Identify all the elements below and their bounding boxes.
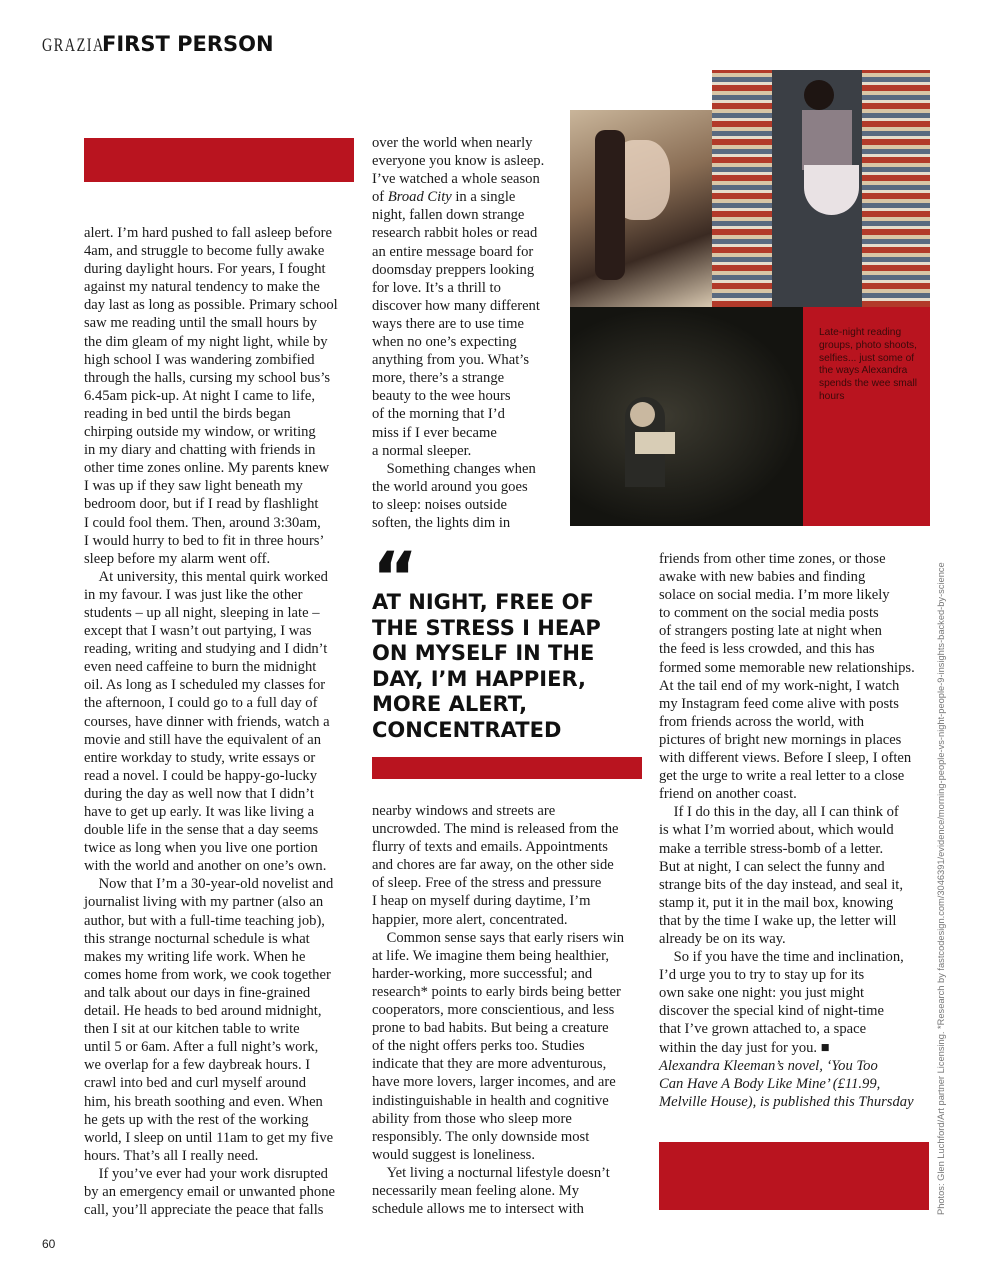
text-line: call, you’ll appreciate the peace that falls	[84, 1202, 324, 1219]
text-line: If you’ve ever had your work disrupted	[84, 1165, 328, 1182]
text-line: friends from other time zones, or those	[659, 551, 886, 567]
text-line: make a terrible stress-bomb of a letter.	[659, 840, 884, 857]
photo-caption: Late-night reading groups, photo shoots, selfies... just some of the ways Alexandra spends the wee small hours	[819, 327, 917, 402]
text-line: movie and still have the equivalent of an	[84, 731, 322, 748]
text-line: then I sit at our kitchen table to write	[84, 1021, 300, 1038]
text-line: double life in the sense that a day seems	[84, 822, 319, 839]
text-line: Yet living a nocturnal lifestyle doesn’t	[372, 1164, 610, 1181]
header	[42, 32, 274, 57]
text-line: 4am, and struggle to become fully awake	[84, 243, 325, 260]
text-line: a normal sleeper.	[372, 442, 472, 459]
text-line: discover the special kind of night-time	[659, 1003, 884, 1020]
text-line: formed some memorable new relationships.	[659, 659, 915, 676]
text-line: beauty to the wee hours	[372, 388, 511, 405]
text-line: he gets up with the rest of the working	[84, 1111, 309, 1128]
text-line: reading, writing and studying and I didn’t	[84, 641, 328, 658]
text-line: everyone you know is asleep.	[372, 153, 545, 170]
text-line: harder-working, more successful; and	[372, 965, 593, 982]
text-line: indistinguishable in health and cognitive	[372, 1092, 609, 1109]
text-line: with the world and another on one’s own.	[84, 858, 327, 875]
text-line: other time zones online. My parents knew	[84, 460, 330, 477]
photo-reading-group	[570, 307, 803, 526]
text-line: this strange nocturnal schedule is what	[84, 930, 310, 947]
text-line: the world around you goes	[372, 478, 528, 495]
text-line: Now that I’m a 30-year-old novelist and	[84, 876, 334, 893]
text-line: Alexandra Kleeman’s novel, ‘You Too	[659, 1058, 878, 1074]
text-line: anything from you. What’s	[372, 352, 529, 369]
column-1	[84, 224, 338, 1219]
text-line: entire workday to study, write essays or	[84, 749, 316, 766]
text-line: alert. I’m hard pushed to fall asleep before	[84, 225, 332, 241]
text-line: friend on another coast.	[659, 786, 797, 803]
text-line: against my natural tendency to make the	[84, 279, 320, 296]
column-2-top	[372, 134, 544, 532]
text-line: when no one’s expecting	[372, 334, 517, 351]
quote-mark-icon: “	[372, 548, 419, 590]
text-line: with different views. Before I sleep, I often	[659, 750, 912, 767]
brand-logo: GRAZIA	[42, 35, 105, 56]
text-line: to sleep: noises outside	[372, 496, 507, 513]
text-line: I’d urge you to try to stay up for its	[659, 967, 865, 984]
text-line: ways there are to use time	[372, 315, 524, 332]
text-line: I’ve watched a whole season	[372, 171, 540, 188]
text-line: At university, this mental quirk worked	[84, 568, 328, 585]
column-3	[659, 550, 915, 1057]
text-line: nearby windows and streets are	[372, 803, 556, 819]
text-line: indicate that they are more adventurous,	[372, 1056, 607, 1073]
text-line: already be on its way.	[659, 930, 786, 947]
text-line: through the halls, cursing my school bus’s	[84, 369, 331, 386]
text-line: oil. As long as I scheduled my classes for	[84, 677, 326, 694]
text-line: hours. That’s all I really need.	[84, 1147, 259, 1164]
text-line: over the world when nearly	[372, 135, 533, 151]
text-line: until 5 or 6am. After a full night’s work,	[84, 1039, 319, 1056]
text-line: reading in bed until the birds began	[84, 405, 291, 422]
text-line: research rabbit holes or read	[372, 225, 538, 242]
text-line: in my diary and chatting with friends in	[84, 442, 316, 459]
text-line: At the tail end of my work-night, I watch	[659, 677, 900, 694]
text-line: soften, the lights dim in	[372, 514, 511, 531]
text-line: night, fallen down strange	[372, 207, 525, 224]
text-line: students – up all night, sleeping in late –	[84, 604, 320, 621]
red-bar-quote	[372, 757, 642, 779]
text-line: of the morning that I’d	[372, 406, 505, 423]
text-line: comes home from work, we cook together	[84, 966, 331, 983]
text-line: prone to bad habits. But being a creature	[372, 1020, 609, 1037]
text-line: ability from those who sleep more	[372, 1110, 572, 1127]
text-line: chirping outside my window, or writing	[84, 424, 316, 441]
text-line: stamp it, put it in the mail box, knowing	[659, 894, 894, 911]
text-line: makes my writing life work. When he	[84, 948, 306, 965]
text-line: of Broad City in a single	[372, 189, 516, 206]
text-line: read a novel. I could be happy-go-lucky	[84, 767, 318, 784]
text-line: to comment on the social media posts	[659, 605, 879, 622]
column-2-bottom	[372, 802, 624, 1218]
text-line: 6.45am pick-up. At night I came to life,	[84, 387, 316, 404]
text-line: awake with new babies and finding	[659, 569, 866, 586]
text-line: If I do this in the day, all I can think of	[659, 804, 899, 821]
text-line: of the night offers perks too. Studies	[372, 1038, 585, 1055]
text-line: my Instagram feed come alive with posts	[659, 695, 899, 712]
text-line: author, but with a full-time teaching job),	[84, 912, 325, 929]
text-line: and chores are far away, on the other side	[372, 857, 614, 874]
text-line: during the day as well now that I didn’t	[84, 785, 314, 802]
text-line: during daylight hours. For years, I fought	[84, 261, 326, 278]
text-line: from friends across the world, with	[659, 713, 865, 730]
text-line: him, his breath soothing and even. When	[84, 1093, 323, 1110]
text-line: necessarily mean feeling alone. My	[372, 1182, 580, 1199]
text-line: own sake one night: you just might	[659, 985, 865, 1002]
photo-credit: Photos: Glen Luchford/Art partner Licensing. *Research by fastcodesign.com/3046391/evidence/morning-people-vs-night-people-9-insights-backed-by-science	[936, 562, 946, 1215]
text-line: in my favour. I was just like the other	[84, 586, 303, 603]
text-line: more, there’s a strange	[372, 370, 505, 387]
author-bio	[659, 1057, 914, 1111]
text-line: of sleep. Free of the stress and pressure	[372, 875, 602, 892]
photo-selfie	[570, 110, 712, 307]
text-line: have to get up early. It was like living a	[84, 804, 315, 820]
text-line: courses, have dinner with friends, watch a	[84, 713, 330, 730]
text-line: flurry of texts and emails. Appointments	[372, 839, 608, 856]
text-line: But at night, I can select the funny and	[659, 858, 885, 875]
text-line: sleep before my alarm went off.	[84, 550, 271, 567]
text-line: I was up if they saw light beneath my	[84, 478, 303, 495]
text-line: have more lovers, larger incomes, and are	[372, 1074, 616, 1091]
text-line: Something changes when	[372, 460, 536, 477]
pull-quote-text: AT NIGHT, FREE OF THE STRESS I HEAP ON MYSELF IN THE DAY, I’M HAPPIER, MORE ALERT, CONCENTRATED	[372, 590, 601, 742]
text-line: except that I wasn’t out partying, I was	[84, 623, 312, 640]
text-line: Can Have A Body Like Mine’ (£11.99,	[659, 1076, 881, 1093]
text-line: world, I sleep on until 11am to get my five	[84, 1129, 334, 1146]
text-line: get the urge to write a real letter to a close	[659, 768, 905, 785]
text-line: by an emergency email or unwanted phone	[84, 1183, 335, 1200]
text-line: I heap on myself during daytime, I’m	[372, 893, 591, 910]
text-line: that by the time I wake up, the letter will	[659, 912, 897, 929]
text-line: I could fool them. Then, around 3:30am,	[84, 514, 321, 531]
text-line: miss if I ever became	[372, 424, 497, 441]
pull-quote	[372, 548, 642, 743]
text-line: an entire message board for	[372, 243, 534, 260]
text-line: saw me reading until the small hours by	[84, 315, 318, 332]
text-line: cooperators, more conscientious, and less	[372, 1002, 615, 1019]
red-block-col1	[84, 138, 354, 182]
text-line: detail. He heads to bed around midnight,	[84, 1003, 322, 1020]
text-line: we overlap for a few daybreak hours. I	[84, 1057, 311, 1074]
section-title: FIRST PERSON	[102, 32, 274, 56]
text-line: journalist living with my partner (also an	[84, 894, 324, 911]
text-line: research* points to early birds being better	[372, 983, 621, 1000]
text-line: the feed is less crowded, and this has	[659, 641, 875, 658]
text-line: day last as long as possible. Primary school	[84, 297, 338, 314]
text-line: the dim gleam of my night light, while by	[84, 333, 328, 350]
text-line: the afternoon, I could go to a full day of	[84, 695, 318, 712]
text-line: I would hurry to bed to fit in three hours’	[84, 532, 325, 549]
text-line: within the day just for you. ■	[659, 1039, 830, 1056]
text-line: bedroom door, but if I read by flashlight	[84, 496, 319, 513]
text-line: Common sense says that early risers win	[372, 929, 625, 946]
text-line: of strangers posting late at night when	[659, 623, 882, 640]
text-line: crawl into bed and curl myself around	[84, 1075, 307, 1092]
text-line: high school I was wandering zombified	[84, 351, 315, 368]
red-block-col3	[659, 1142, 929, 1210]
text-line: schedule allows me to intersect with	[372, 1201, 584, 1218]
text-line: Melville House), is published this Thursday	[659, 1094, 914, 1111]
text-line: twice as long when you live one portion	[84, 840, 318, 857]
text-line: would suggest is loneliness.	[372, 1146, 535, 1163]
text-line: is what I’m worried about, which would	[659, 822, 894, 839]
page-number: 60	[42, 1237, 56, 1251]
text-line: and talk about our days in fine-grained	[84, 984, 311, 1001]
text-line: for love. It’s a thrill to	[372, 279, 501, 296]
text-line: that I’ve grown attached to, a space	[659, 1021, 867, 1038]
text-line: responsibly. The only downside most	[372, 1128, 590, 1145]
text-line: pictures of bright new mornings in places	[659, 731, 902, 748]
text-line: even need caffeine to burn the midnight	[84, 659, 317, 676]
text-line: discover how many different	[372, 297, 540, 314]
text-line: at life. We imagine them being healthier,	[372, 947, 610, 964]
photo-books	[712, 70, 930, 307]
text-line: uncrowded. The mind is released from the	[372, 821, 619, 838]
text-line: So if you have the time and inclination,	[659, 949, 904, 966]
text-line: strange bits of the day instead, and seal it,	[659, 876, 903, 893]
text-line: doomsday preppers looking	[372, 261, 535, 278]
text-line: solace on social media. I’m more likely	[659, 587, 890, 604]
text-line: happier, more alert, concentrated.	[372, 911, 568, 928]
